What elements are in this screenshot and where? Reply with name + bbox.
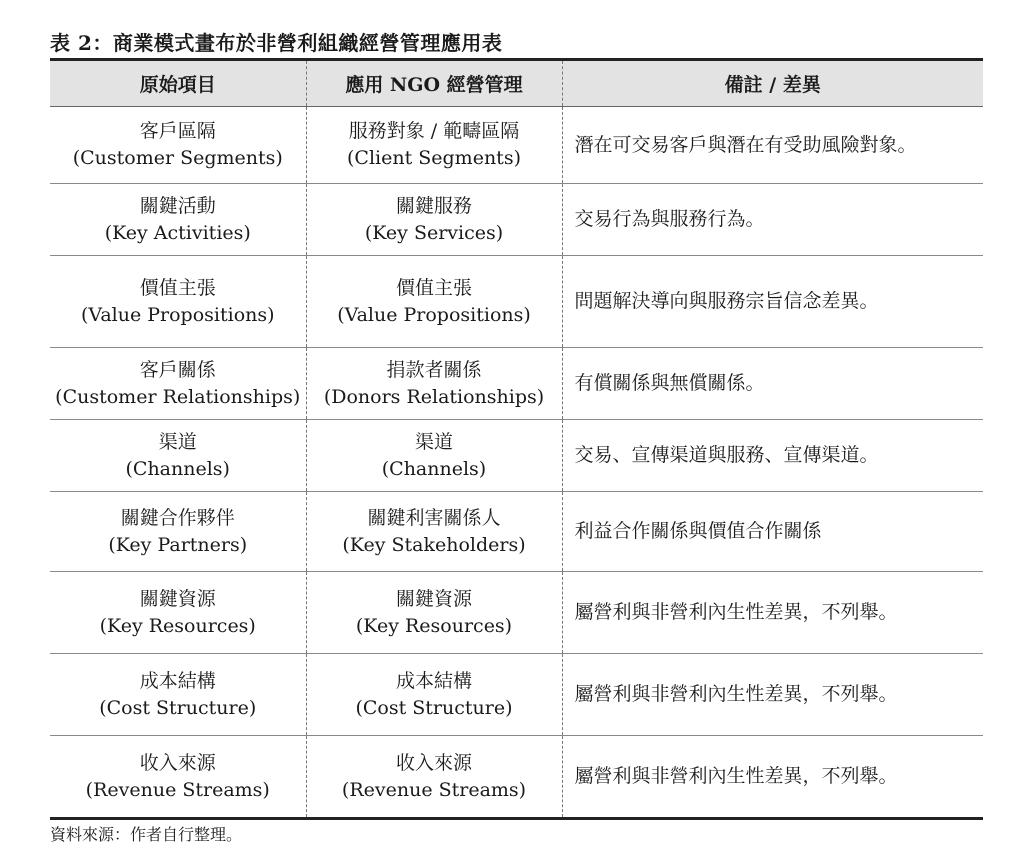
original-item-en: (Channels) <box>125 457 230 480</box>
original-item-cell <box>50 420 306 492</box>
original-item-en: (Revenue Streams) <box>85 778 270 801</box>
original-item-en: (Customer Segments) <box>72 147 283 169</box>
table-caption: 表 2：商業模式畫布於非營利組織經營管理應用表 <box>50 31 503 55</box>
original-item-cell <box>50 348 306 420</box>
ngo-item-cell <box>306 654 562 736</box>
original-item-zh: 成本結構 <box>139 669 216 692</box>
ngo-item-zh: 關鍵資源 <box>395 587 472 610</box>
original-item-zh: 關鍵合作夥伴 <box>120 506 235 529</box>
original-item-cell <box>50 184 306 256</box>
original-item-zh: 收入來源 <box>139 751 216 774</box>
original-item-zh: 客戶區隔 <box>139 120 216 142</box>
ngo-item-cell <box>306 572 562 654</box>
ngo-item-zh: 渠道 <box>414 430 453 453</box>
table-row <box>50 654 983 736</box>
ngo-item-en: (Revenue Streams) <box>341 778 527 801</box>
original-item-en: (Customer Relationships) <box>55 385 301 408</box>
note-cell: 潛在可交易客戶與潛在有受助風險對象。 <box>562 107 983 184</box>
original-item-cell <box>50 654 306 736</box>
table-row <box>50 184 983 256</box>
original-item-cell <box>50 107 306 184</box>
note-cell: 問題解決導向與服務宗旨信念差異。 <box>562 256 983 348</box>
original-item-en: (Key Partners) <box>108 533 248 556</box>
ngo-item-en: (Key Resources) <box>355 614 513 637</box>
note-cell: 交易、宣傳渠道與服務、宣傳渠道。 <box>562 420 983 492</box>
note-cell: 有償關係與無償關係。 <box>562 348 983 420</box>
table-row <box>50 256 983 348</box>
original-item-zh: 渠道 <box>158 430 197 453</box>
original-item-cell <box>50 736 306 819</box>
ngo-item-en: (Channels) <box>381 457 487 480</box>
ngo-item-en: (Cost Structure) <box>355 696 513 719</box>
original-item-en: (Value Propositions) <box>80 303 275 326</box>
header-ngo-application: 應用 NGO 經營管理 <box>306 60 562 107</box>
original-item-zh: 客戶關係 <box>139 358 216 381</box>
original-item-en: (Key Resources) <box>99 614 256 637</box>
original-item-en: (Key Activities) <box>104 221 251 244</box>
ngo-item-zh: 關鍵服務 <box>395 194 472 217</box>
note-cell: 交易行為與服務行為。 <box>562 184 983 256</box>
ngo-item-zh: 收入來源 <box>395 751 472 774</box>
ngo-item-en: (Key Stakeholders) <box>342 533 526 556</box>
original-item-zh: 關鍵資源 <box>139 587 216 610</box>
header-original-item: 原始項目 <box>50 60 306 107</box>
source-footnote: 資料來源：作者自行整理。 <box>50 825 243 844</box>
ngo-item-zh: 捐款者關係 <box>386 358 482 381</box>
note-cell: 屬營利與非營利內生性差異，不列舉。 <box>562 572 983 654</box>
original-item-cell <box>50 572 306 654</box>
ngo-item-en: (Key Services) <box>364 221 504 244</box>
original-item-zh: 關鍵活動 <box>139 194 216 217</box>
header-notes-differences: 備註 / 差異 <box>562 60 983 107</box>
table-row <box>50 420 983 492</box>
original-item-cell <box>50 492 306 572</box>
ngo-item-zh: 價值主張 <box>395 276 472 299</box>
ngo-item-en: (Client Segments) <box>347 147 521 169</box>
table-row <box>50 492 983 572</box>
ngo-item-en: (Donors Relationships) <box>323 385 545 408</box>
table-row <box>50 736 983 819</box>
ngo-item-zh: 成本結構 <box>395 669 472 692</box>
note-cell: 屬營利與非營利內生性差異，不列舉。 <box>562 736 983 819</box>
ngo-item-zh: 關鍵利害關係人 <box>367 506 501 529</box>
ngo-item-cell <box>306 184 562 256</box>
ngo-item-cell <box>306 492 562 572</box>
ngo-item-cell <box>306 736 562 819</box>
original-item-zh: 價值主張 <box>139 276 216 299</box>
note-cell: 屬營利與非營利內生性差異，不列舉。 <box>562 654 983 736</box>
ngo-item-cell <box>306 420 562 492</box>
ngo-item-zh: 服務對象 / 範疇區隔 <box>348 120 520 142</box>
original-item-en: (Cost Structure) <box>99 696 257 719</box>
comparison-table <box>50 58 983 820</box>
ngo-item-en: (Value Propositions) <box>337 303 531 326</box>
table-row <box>50 348 983 420</box>
ngo-item-cell <box>306 256 562 348</box>
ngo-item-cell <box>306 348 562 420</box>
ngo-item-cell <box>306 107 562 184</box>
original-item-cell <box>50 256 306 348</box>
note-cell: 利益合作關係與價值合作關係 <box>562 492 983 572</box>
table-row <box>50 107 983 184</box>
table-row <box>50 572 983 654</box>
table-header-row <box>50 60 983 107</box>
